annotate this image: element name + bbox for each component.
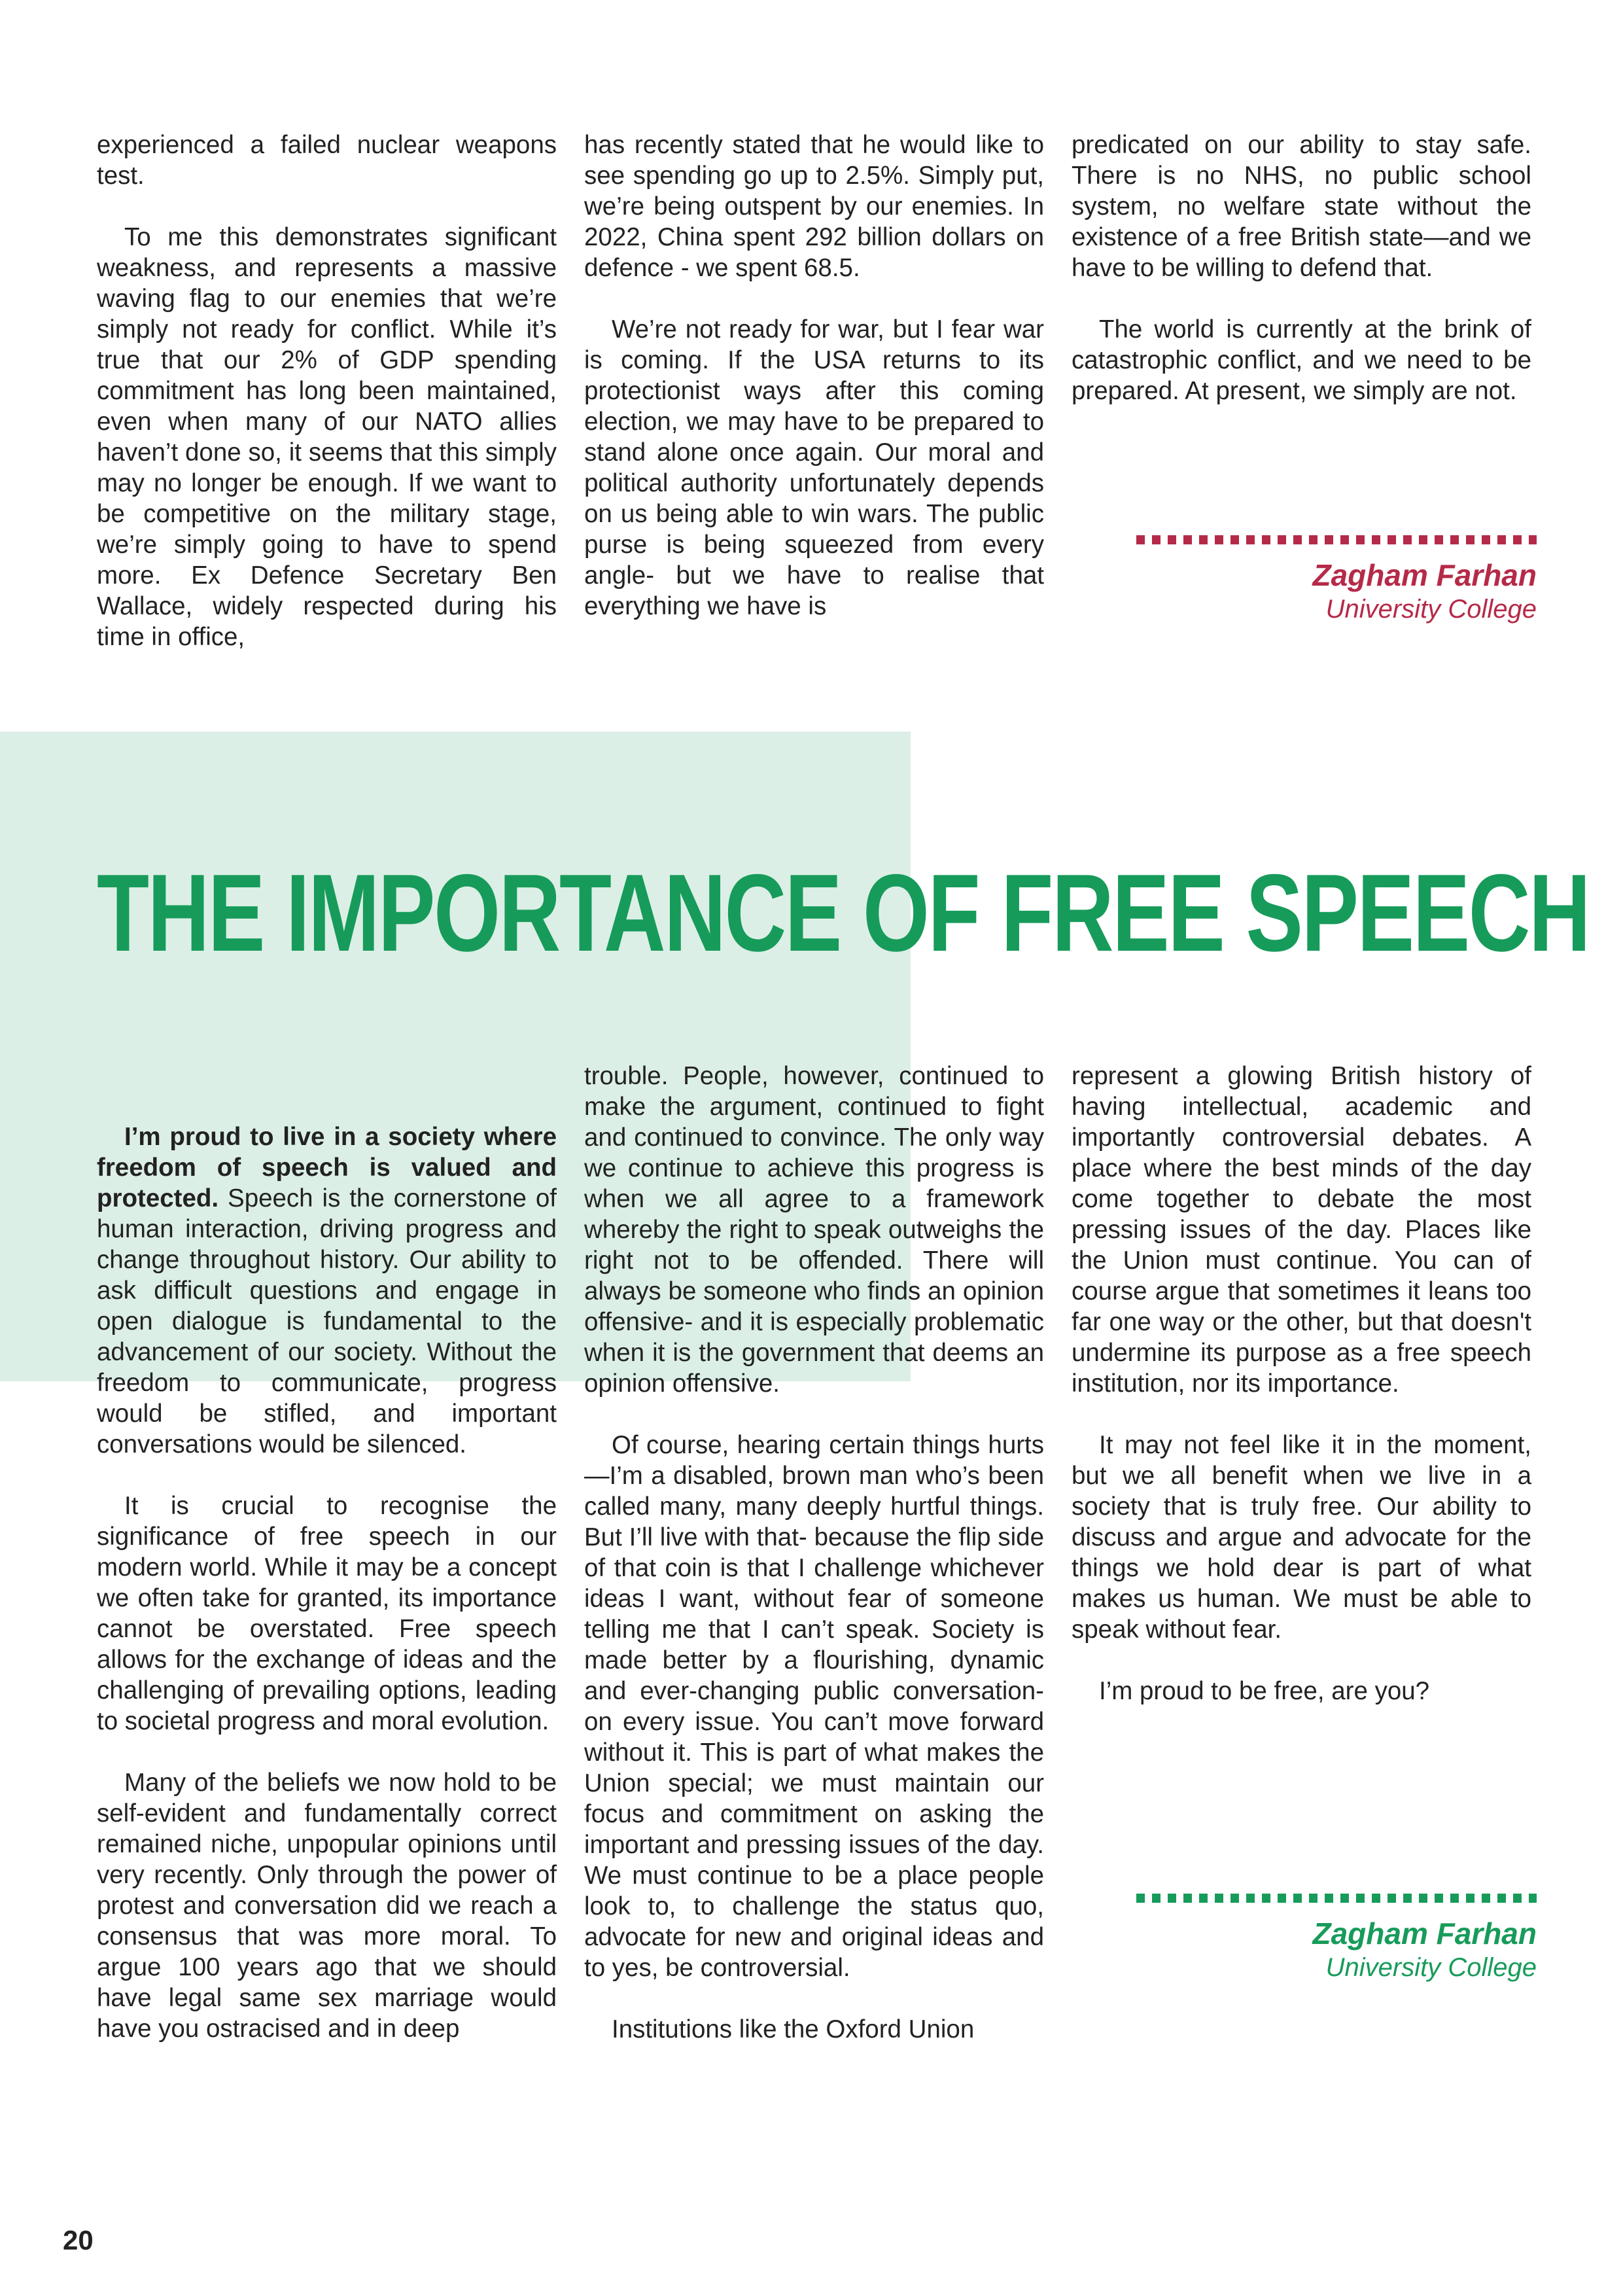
article-byline	[1136, 1894, 1537, 1983]
paragraph: It is crucial to recognise the significance of free speech in our modern world. While it may be a concept we often take for granted, its importance cannot be overstated. Free speech allows for the exchange of ideas and the challenging of prevailing options, leading to societal progress and moral evolution.	[97, 1492, 557, 1735]
lead-bold-text: I’m proud to live in a society where freedom of speech is valued and protected.	[97, 1123, 557, 1212]
prev-article-column-2	[584, 130, 1044, 622]
paragraph: experienced a failed nuclear weapons test.	[97, 131, 557, 190]
prev-article-byline	[1136, 535, 1537, 625]
dotted-divider-icon	[1136, 535, 1537, 544]
prev-article-column-3	[1072, 130, 1531, 406]
paragraph: predicated on our ability to stay safe. There is no NHS, no public school system, no welfare state without the existence of a free British state—and we have to be willing to defend that.	[1072, 131, 1531, 282]
paragraph: represent a glowing British history of having intellectual, academic and importantly controversial debates. A place where the best minds of the day come together to debate the most pressing issues of the day. Places like the Union must continue. You can of course argue that sometimes it leans too far one way or the other, but that doesn't undermine its purpose as a free speech institution, nor its importance.	[1072, 1062, 1531, 1398]
paragraph: It may not feel like it in the moment, but we all benefit when we live in a society that is truly free. Our ability to discuss and argue and advocate for the things we hold dear is part of what makes us human. We must be able to speak without fear.	[1072, 1431, 1531, 1644]
article-column-3	[1072, 1061, 1531, 1706]
paragraph: We’re not ready for war, but I fear war is coming. If the USA returns to its protectionist ways after this coming election, we may have to be prepared to stand alone once again. Our moral and political authority unfortunately depends on us being able to win wars. The public purse is being squeezed from every angle- but we have to realise that everything we have is	[584, 315, 1044, 620]
author-college: University College	[1325, 1953, 1537, 1982]
article-column-2	[584, 1061, 1044, 2045]
paragraph: The world is currently at the brink of catastrophic conflict, and we need to be prepared. At present, we simply are not.	[1072, 315, 1531, 405]
paragraph: has recently stated that he would like to see spending go up to 2.5%. Simply put, we’re being outspent by our enemies. In 2022, China spent 292 billion dollars on defence - we spent 68.5.	[584, 131, 1044, 282]
article-title: THE IMPORTANCE OF FREE SPEECH	[97, 851, 1590, 974]
paragraph: trouble. People, however, continued to make the argument, continued to fight and continued to convince. The only way we continue to achieve this progress is when we all agree to a framework whereby the right to speak outweighs the right not to be offended. There will always be someone who finds an opinion offensive- and it is especially problematic when it is the government that deems an opinion offensive.	[584, 1062, 1044, 1398]
paragraph: Of course, hearing certain things hurts—I’m a disabled, brown man who’s been called many, many deeply hurtful things. But I’ll live with that- because the flip side of that coin is that I challenge whichever ideas I want, without fear of someone telling me that I can’t speak. Society is made better by a flourishing, dynamic and ever-changing public conversation- on every issue. You can’t move forward without it. This is part of what makes the Union special; we must maintain our focus and commitment on asking the important and pressing issues of the day. We must continue to be a place people look to, to challenge the status quo, advocate for new and original ideas and to yes, be controversial.	[584, 1431, 1044, 1982]
paragraph: Many of the beliefs we now hold to be self-evident and fundamentally correct remained niche, unpopular opinions until very recently. Only through the power of protest and conversation did we reach a consensus that was more moral. To argue 100 years ago that we should have legal same sex marriage would have you ostracised and in deep	[97, 1769, 557, 2043]
paragraph: I’m proud to be free, are you?	[1099, 1677, 1430, 1705]
prev-article-column-1	[97, 130, 557, 652]
author-name: Zagham Farhan	[1312, 558, 1537, 592]
paragraph: Institutions like the Oxford Union	[612, 2015, 975, 2043]
article-column-1	[97, 1122, 557, 2044]
author-name: Zagham Farhan	[1312, 1916, 1537, 1951]
lead-paragraph	[97, 1122, 557, 1460]
page-number: 20	[63, 2225, 94, 2255]
author-college: University College	[1325, 595, 1537, 624]
paragraph: To me this demonstrates significant weakness, and represents a massive waving flag to our enemies that we’re simply not ready for conflict. While it’s true that our 2% of GDP spending commitment has long been maintained, even when many of our NATO allies haven’t done so, it seems that this simply may no longer be enough. If we want to be competitive on the military stage, we’re simply going to have to spend more. Ex Defence Secretary Ben Wallace, widely respected during his time in office,	[97, 223, 557, 651]
lead-text: Speech is the cornerstone of human interaction, driving progress and change throughout history. Our ability to ask difficult questions and engage in open dialogue is fundamental to the advancement of our society. Without the freedom to communicate, progress would be stifled, and important conversations would be silenced.	[97, 1184, 557, 1458]
dotted-divider-icon	[1136, 1894, 1537, 1903]
